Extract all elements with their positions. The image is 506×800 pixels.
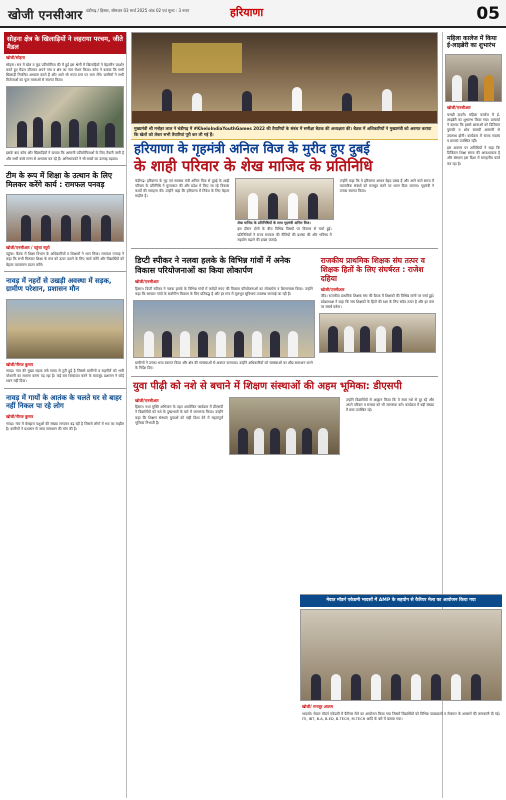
story-c-headline: राजकीय प्राथमिक शिक्षक संघ तत्पर व शिक्षक हितों के लिए संघर्षरत : राजेश दहिया	[320, 255, 425, 283]
right-story-photo	[445, 54, 502, 102]
right-story-byline: खोजी/एनसीआर	[447, 105, 471, 111]
story3-headline: नावड़ में नहरों से उखड़ी अवस्था में सड़क, ग्रामीण परेशान, प्रशासन मौन	[6, 276, 112, 294]
story-e-photo	[300, 609, 502, 701]
lead-body-col1: चंडीगढ़। हरियाणा के गृह एवं स्वास्थ्य मंत्री अनिल विज से दुबई के शाही परिवार के प्रतिनिधि ने मुलाकात की और प्रदेश में किए जा रहे विकास कार्यों की सराहना की। उन्होंने कहा कि हरियाणा में निवेश के लिए बेहतर माहौल है।	[135, 178, 230, 199]
divider	[4, 165, 126, 166]
person-figure	[198, 331, 208, 357]
story-b-body: हिसार। डिप्टी स्पीकर ने नलवा हलके के विभिन्न गांवों में करोड़ों रुपए की विकास परियोजनाओं का लोकार्पण व शिलान्यास किया। उन्होंने कहा कि सरकार गांवों के सर्वांगीण विकास के लिए प्रतिबद्ध है और हर गांव में मूलभूत सुविधाएं उपलब्ध करवाई जा रही हैं।	[135, 286, 313, 296]
masthead	[0, 0, 506, 28]
person-figure	[248, 193, 258, 219]
person-figure	[87, 121, 97, 147]
person-figure	[302, 428, 312, 454]
person-figure	[471, 674, 481, 700]
story-e	[300, 594, 502, 798]
person-figure	[216, 331, 226, 357]
story-d-photo	[229, 397, 340, 455]
person-figure	[286, 428, 296, 454]
story-d-columns	[131, 395, 438, 457]
person-figure	[344, 326, 354, 352]
divider	[131, 248, 438, 249]
story1-byline: खोजी/सोहना	[6, 55, 25, 61]
story-d-body-continued: उन्होंने विद्यार्थियों से आह्वान किया कि वे स्वयं नशे से दूर रहें और अपने परिवार व समाज को भी जागरूक करें। कार्यक्रम में बड़ी संख्या में छात्र उपस्थित रहे।	[345, 397, 434, 413]
secondary-stories	[131, 251, 438, 374]
story-b-byline: खोजी/एनसीआर	[135, 279, 159, 285]
person-figure	[33, 117, 43, 147]
page-number: 05	[476, 4, 500, 24]
story-d-body: हिसार। नशा मुक्ति अभियान के तहत आयोजित कार्यक्रम में डीएसपी ने विद्यार्थियों को नशे के दुष्प्रभावों के बारे में जागरूक किया। उन्होंने कहा कि शिक्षण संस्थाएं युवाओं को सही दिशा देने में महत्वपूर्ण भूमिका निभाती हैं।	[135, 405, 224, 425]
story4-byline: खोजी/नीरज कुमार	[6, 414, 34, 420]
right-story-body-continued: इस अवसर पर अतिथियों ने कहा कि डिजिटल शिक्षा समय की आवश्यकता है और संस्थान इस दिशा में सराहनीय कार्य कर रहा है।	[447, 145, 500, 166]
person-figure	[288, 331, 298, 357]
conference-table	[132, 111, 437, 123]
story4-headline: नावड़ में गायों के आतंक के चलते घर से बाहर नहीं निकल पा रहे लोग	[6, 393, 122, 411]
lead-headline	[131, 140, 438, 175]
story-c-byline: खोजी/एनसीआर	[320, 286, 345, 292]
person-figure	[254, 428, 264, 454]
story-c	[319, 253, 436, 372]
person-figure	[351, 674, 361, 700]
story3-body: नावड़। गांव की मुख्य सड़क लंबे समय से टूटी हुई है जिससे ग्रामीणों व राहगीरों को भारी परेशानी का सामना करना पड़ रहा है। कई बार शिकायत करने के बावजूद प्रशासन ने कोई ध्यान नहीं दिया।	[6, 369, 124, 384]
lead-inline-photo	[235, 178, 333, 220]
story2-body: पहुंचा। बैठक में शिक्षा विभाग के अधिकारियों व शिक्षकों ने भाग लिया। रामफल पनवड़ ने कहा कि सभी मिलकर शिक्षा के स्तर को ऊपर उठाने के लिए कार्य करेंगे और विद्यार्थियों को बेहतर वातावरण प्रदान करेंगे।	[6, 252, 124, 267]
person-figure	[270, 331, 280, 357]
person-figure	[360, 326, 370, 352]
person-figure	[411, 674, 421, 700]
story-c-photo	[319, 313, 436, 353]
person-figure	[41, 215, 51, 241]
right-story-body: चरखी दादरी। महिला कालेज में ई-लाइब्रेरी का शुभारंभ किया गया। प्राचार्या ने बताया कि इससे छात्राओं को डिजिटल पुस्तकें व शोध सामग्री आसानी से उपलब्ध होगी। कार्यक्रम में स्टाफ सदस्य व छात्राएं उपस्थित रहीं।	[447, 112, 500, 143]
person-figure	[180, 331, 190, 357]
person-figure	[144, 331, 154, 357]
person-figure	[81, 215, 91, 241]
person-figure	[105, 123, 115, 147]
person-figure	[69, 119, 79, 147]
person-figure	[17, 121, 27, 147]
banner-sign	[172, 43, 242, 73]
person-figure	[288, 193, 298, 219]
center-column	[131, 32, 438, 457]
divider	[4, 388, 126, 389]
person-figure	[308, 193, 318, 219]
person-figure	[270, 428, 280, 454]
divider	[131, 376, 438, 377]
person-figure	[376, 326, 386, 352]
person-figure	[484, 75, 494, 101]
person-figure	[391, 674, 401, 700]
person-figure	[238, 428, 248, 454]
story-b-headline: डिप्टी स्पीकर ने नलवा हलके के विभिन्न गांवों में अनेक विकास परियोजनाओं का किया लोकार्पण	[135, 255, 291, 275]
story3-photo	[6, 299, 124, 359]
person-figure	[468, 75, 478, 101]
person-figure	[318, 428, 328, 454]
story-d-byline: खोजी/एनसीआर	[135, 397, 159, 403]
person-figure	[101, 215, 111, 241]
lead-body-columns	[131, 176, 438, 246]
lead-headline-line2: के शाही परिवार के शेख माजिद के प्रतिनिधि	[134, 157, 373, 176]
person-figure	[51, 121, 61, 147]
person-figure	[234, 331, 244, 357]
person-figure	[252, 331, 262, 357]
edition-meta: चंडीगढ़ / हिसार, सोमवार 03 मार्च 2025 अंक 02 एवं मूल्य : 3 रुपए	[86, 8, 190, 13]
story-b-body-continued: ग्रामीणों ने उनका भव्य स्वागत किया और क्षेत्र की समस्याओं से अवगत करवाया। उन्होंने अधिकारियों को समस्याओं का शीघ्र समाधान करने के निर्देश दिए।	[135, 360, 313, 371]
story1-body-continued: इसके बाद कोच और खिलाड़ियों ने बताया कि आगामी प्रतियोगिताओं के लिए तैयारी जारी है और सभी बच्चे लगन से अभ्यास कर रहे हैं। अभिभावकों ने भी बच्चों का उत्साह बढ़ाया।	[6, 151, 124, 161]
story-e-body: भादसों। मेवात मॉडर्न एकेडमी में कैरियर मेले का आयोजन किया गया जिसमें विद्यार्थियों को विभिन्न पाठ्यक्रमों व रोजगार के अवसरों की जानकारी दी गई। ITI, IBT, B.A, B.ED, B.TECH, M.TECH आदि के बारे में बताया गया।	[302, 711, 500, 721]
left-column	[4, 32, 127, 798]
person-figure	[431, 674, 441, 700]
lead-body-col2: इस दौरान दोनों के बीच विभिन्न विषयों पर विस्तार से चर्चा हुई। प्रतिनिधियों ने राज्य सरकार की नीतियों की प्रशंसा की और भविष्य में सहयोग बढ़ाने की इच्छा जताई।	[237, 227, 332, 242]
lead-inline-photo-caption: शेख माजिद के प्रतिनिधियों के साथ गृहमंत्री अनिल विज।	[237, 220, 311, 225]
person-figure	[328, 326, 338, 352]
story-e-byline: खोजी/ मनजूर आलम	[302, 704, 333, 710]
story2-byline: खोजी/एनसीआर / पहुंचा ब्यूरो	[6, 244, 50, 250]
story3-byline: खोजी/नीरज कुमार	[6, 361, 34, 367]
section-title: हरियाणा	[230, 6, 264, 19]
person-figure	[371, 674, 381, 700]
person-figure	[268, 193, 278, 219]
person-figure	[331, 674, 341, 700]
story2-headline: टीम के रूप में शिक्षा के उत्थान के लिए मिलकर करेंगे कार्य : रामफल पनवड़	[6, 170, 112, 189]
person-figure	[21, 215, 31, 241]
person-figure	[452, 75, 462, 101]
person-figure	[162, 331, 172, 357]
person-figure	[311, 674, 321, 700]
lead-headline-line1: हरियाणा के गृहमंत्री अनिल विज के मुरीद हुए दुबई	[134, 142, 370, 158]
lead-body-col3: उन्होंने कहा कि वे हरियाणा आकर बेहद प्रसन्न हैं और आने वाले समय में व्यापारिक संबंधों को मजबूत करने पर ध्यान दिया जाएगा। गृहमंत्री ने उनका स्वागत किया।	[339, 178, 434, 193]
right-story-headline: महिला कालेज में किया ई-लाइब्रेरी का शुभारंभ	[447, 35, 497, 50]
story2-photo	[6, 194, 124, 242]
divider	[4, 271, 126, 272]
story1-headline: सोहना क्षेत्र के खिलाड़ियों ने लहराया परचम, जीते मैडल	[4, 32, 126, 54]
story-c-body: जींद। राजकीय प्राथमिक शिक्षक संघ की बैठक में शिक्षकों की विभिन्न मांगों पर चर्चा हुई। प्रदेशाध्यक्ष ने कहा कि संघ शिक्षकों के हितों की रक्षा के लिए सदैव तत्पर है और हर स्तर पर संघर्ष करेगा।	[320, 294, 434, 309]
person-figure	[392, 326, 402, 352]
story-b	[133, 253, 315, 372]
story-d-headline: युवा पीढ़ी को नशे से बचाने में शिक्षण संस्थाओं की अहम भूमिका: डीएसपी	[133, 381, 402, 393]
person-figure	[61, 215, 71, 241]
story-b-photo	[133, 300, 315, 358]
lead-photo-caption: मुख्यमंत्री श्री मनोहर लाल ने चंडीगढ़ में #KheloIndiaYouthGames 2022 की तैयारियों के संबंध में समीक्षा बैठक की अध्यक्षता की। बैठक में अधिकारियों ने मुख्यमंत्री को अवगत कराया कि खेलों को लेकर सभी तैयारियां पूरी कर ली गई हैं।	[131, 124, 438, 140]
lead-photo-meeting	[131, 32, 438, 124]
newspaper-brand: खोजी एनसीआर	[8, 8, 83, 22]
story-e-headline: मेवात मॉडर्न एकेडमी भादसों में AMP के सहयोग से कैरियर मेला का आयोजन किया गया	[300, 595, 502, 607]
story4-body: नावड़। गांव में बेसहारा पशुओं की संख्या लगातार बढ़ रही है जिससे लोगों में भय का माहौल है। ग्रामीणों ने प्रशासन से जल्द समाधान की मांग की है।	[6, 421, 124, 432]
person-figure	[451, 674, 461, 700]
story1-body: सोहना। सत्र में खेल व कूद प्रतियोगिता की में हुई इस श्रेणी में खिलाड़ियों ने बेहतरीन प्रदर्शन करते हुए मैडल जीतकर अपने गांव व क्षेत्र का नाम रोशन किया। कोच ने बताया कि सभी खिलाड़ी नियमित अभ्यास करते हैं और आगे भी राज्य स्तर पर भाग लेंगे। ग्रामीणों ने सभी विजेताओं का फूल मालाओं से स्वागत किया।	[6, 62, 124, 83]
story1-photo	[6, 86, 124, 148]
